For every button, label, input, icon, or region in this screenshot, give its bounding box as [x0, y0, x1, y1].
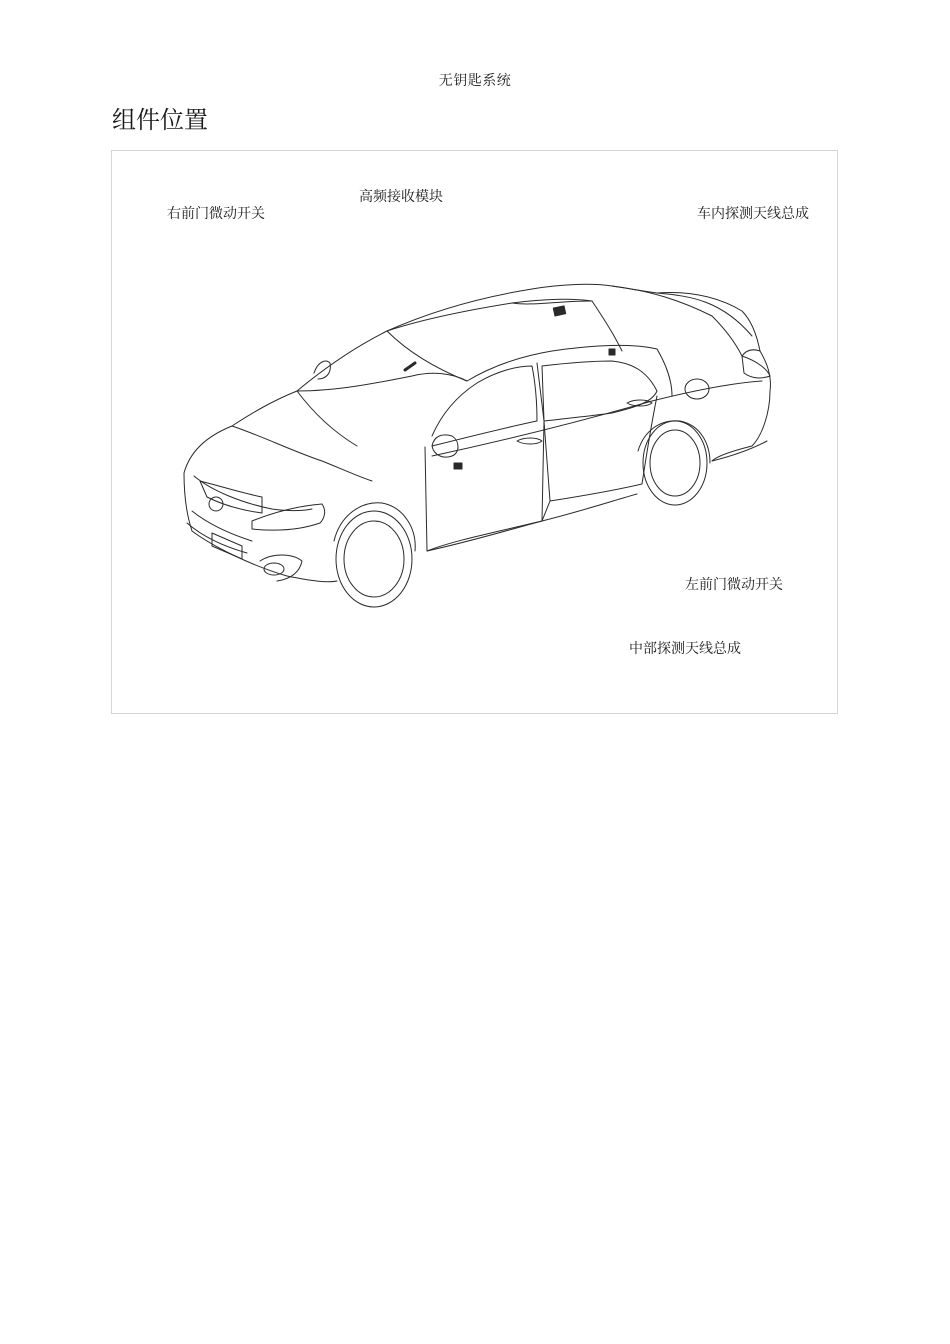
section-title: 组件位置 — [112, 106, 208, 134]
callout-interior-antenna: 车内探测天线总成 — [697, 206, 809, 222]
callout-left-front-door-switch: 左前门微动开关 — [685, 577, 783, 593]
running-header: 无钥匙系统 — [438, 73, 512, 89]
callout-hf-receiver-module: 高频接收模块 — [359, 189, 443, 205]
callout-right-front-door-switch: 右前门微动开关 — [167, 206, 265, 222]
car-line-drawing — [112, 151, 839, 715]
callout-middle-antenna: 中部探测天线总成 — [629, 641, 741, 657]
component-location-figure — [111, 150, 838, 714]
